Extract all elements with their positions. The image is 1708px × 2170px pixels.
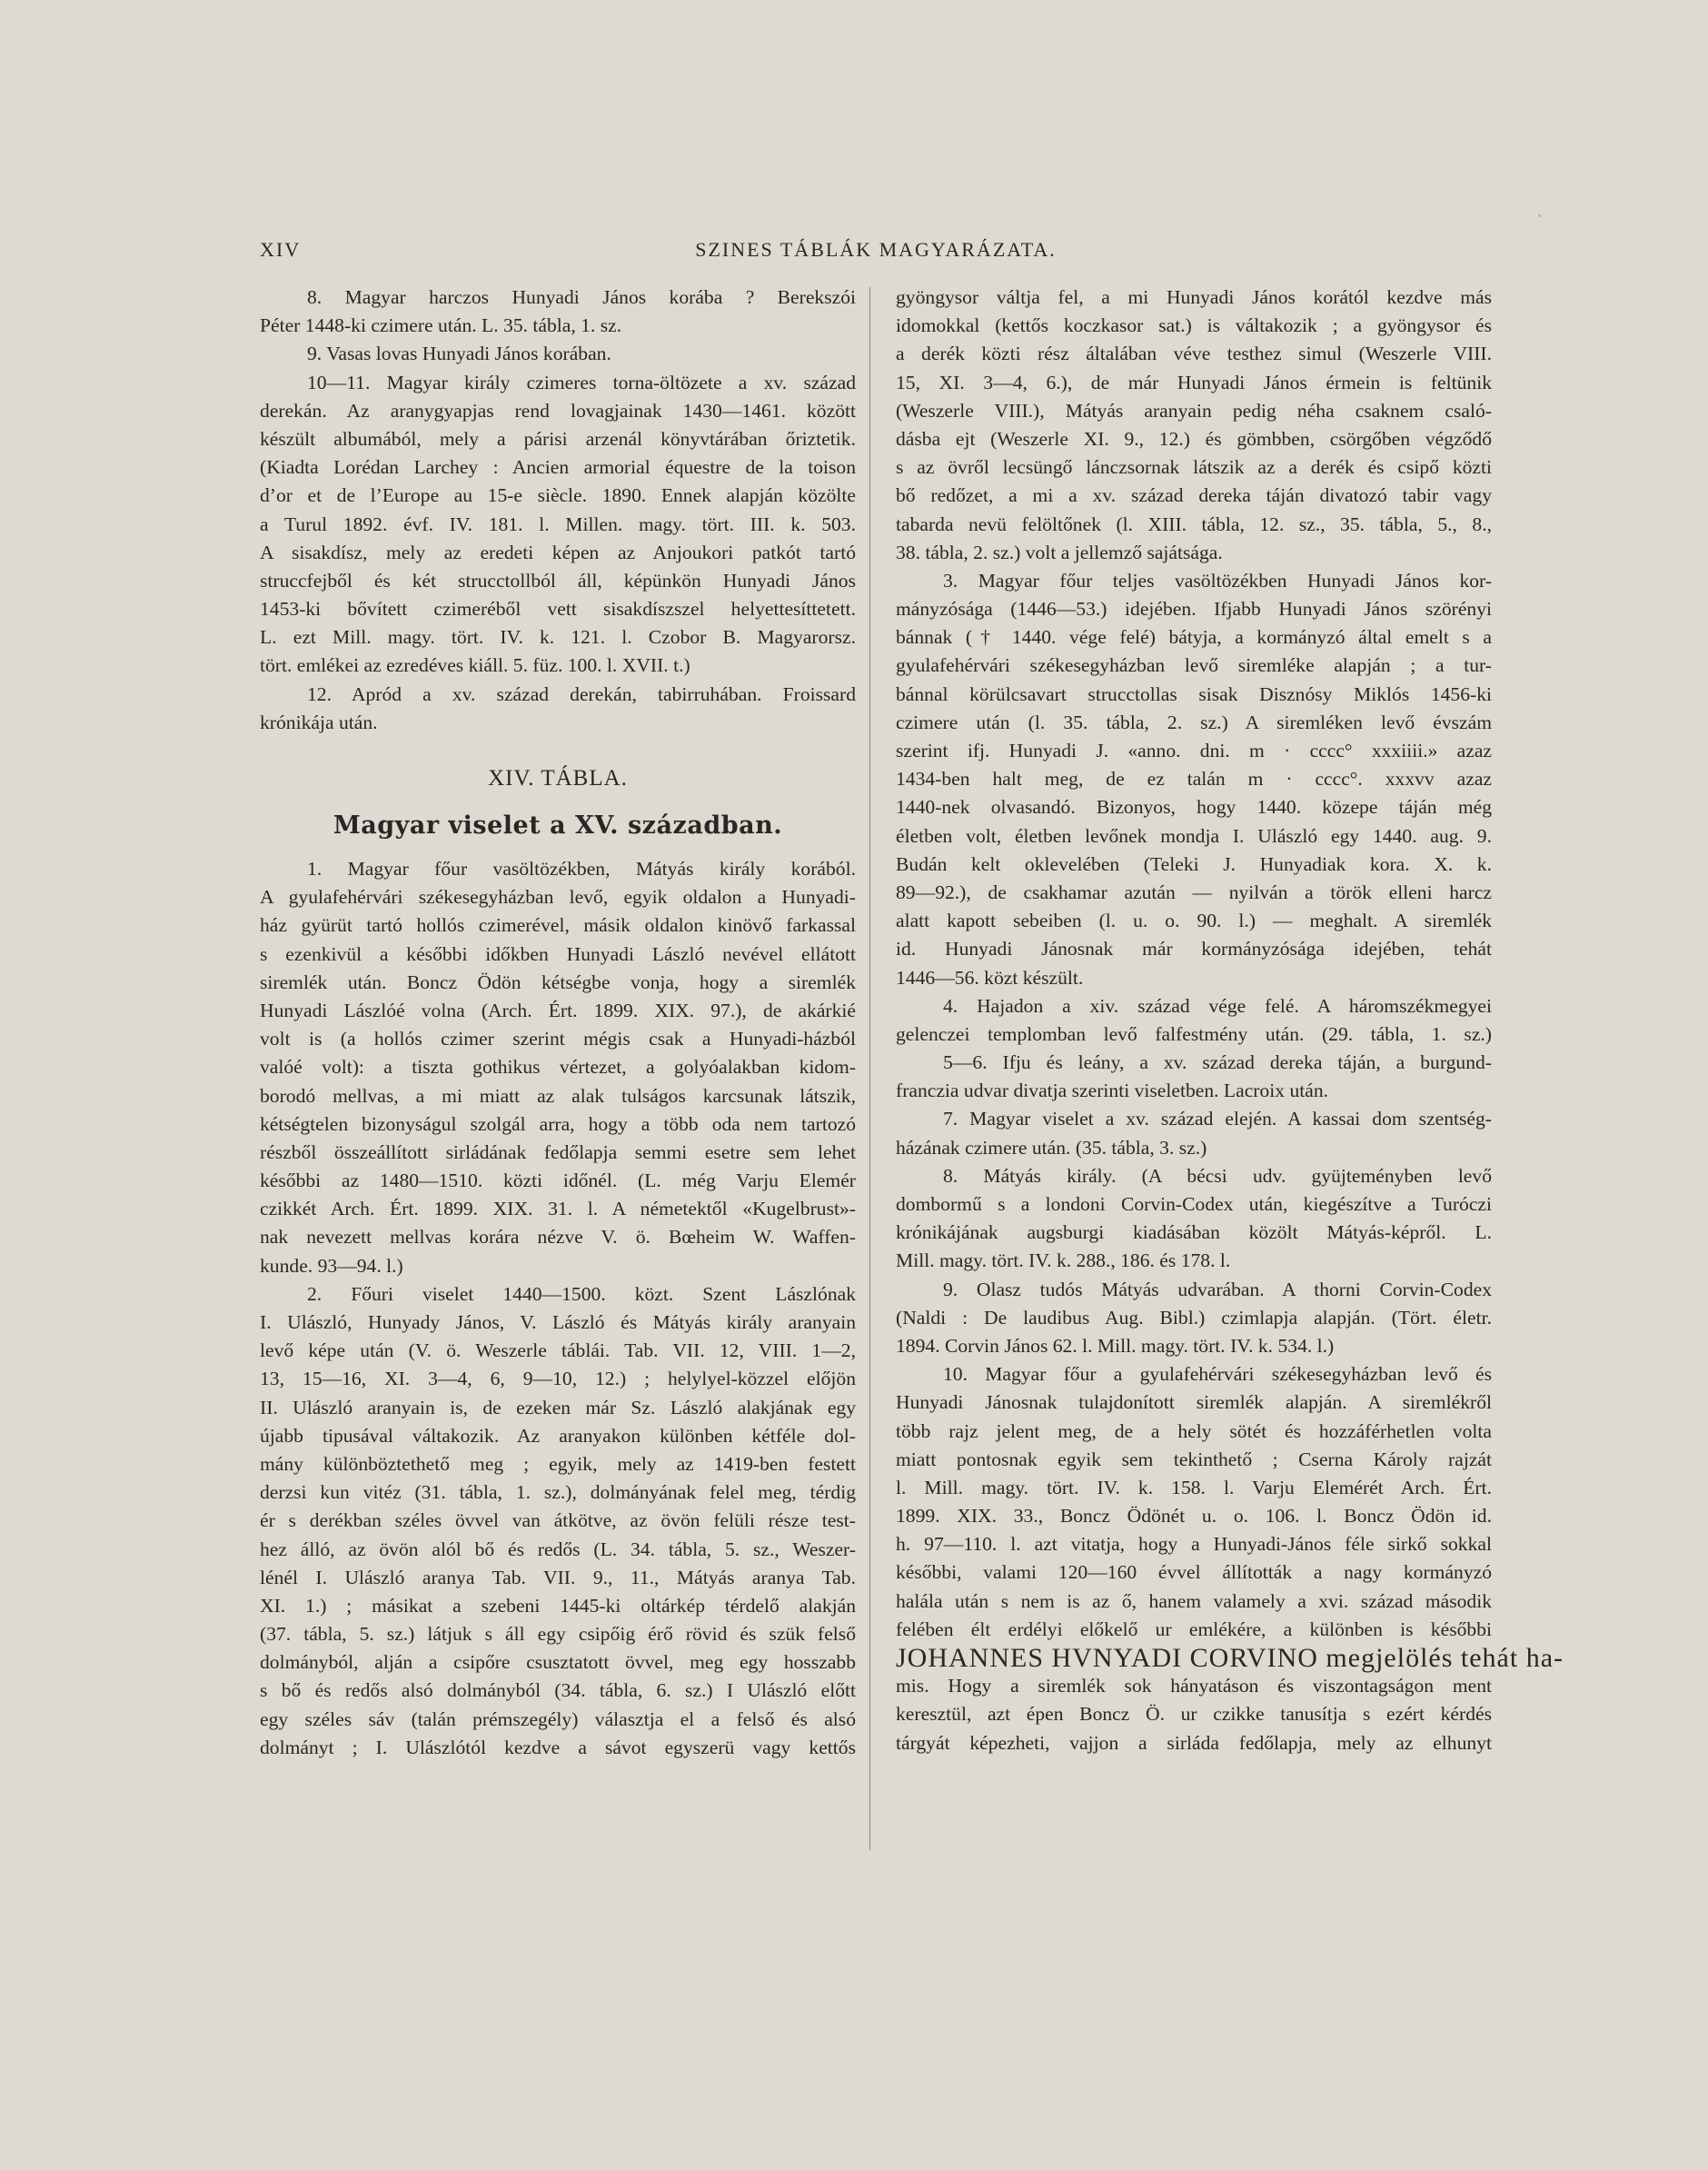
text-line: házának czimere után. (35. tábla, 3. sz.) <box>896 1136 1207 1159</box>
text-line: XI. 1.) ; másikat a szebeni 1445-ki oltárkép térdelő alakján <box>260 1594 856 1617</box>
text-line: levő képe után (V. ö. Weszerle táblái. Tab. VII. 12, VIII. 1—2, <box>260 1339 856 1362</box>
text-line: újabb tipusával váltakozik. Az aranyakon különben kétféle dol- <box>260 1424 856 1447</box>
text-line: 10. Magyar főur a gyulafehérvári székesegyházban levő és <box>943 1363 1492 1386</box>
text-line: 2. Főuri viselet 1440—1500. közt. Szent Lászlónak <box>307 1282 856 1305</box>
text-line: s az övről lecsüngő lánczsornak látszik az a derék és csipő közti <box>896 456 1492 479</box>
text-line: 7. Magyar viselet a xv. század elején. A kassai dom szentség- <box>943 1108 1492 1130</box>
text-line: d’or et de l’Europe au 15-e siècle. 1890. Ennek alapján közölte <box>260 484 856 507</box>
text-line: franczia udvar divatja szerinti viseletben. Lacroix után. <box>896 1080 1329 1102</box>
text-line: h. 97—110. l. azt vitatja, hogy a Hunyadi-János féle sirkő sokkal <box>896 1533 1492 1556</box>
text-line: miatt pontosnak egyik sem tekinthető ; Cserna Károly rajzát <box>896 1448 1492 1470</box>
text-line: Hunyadi Jánosnak tulajdonított siremlék alapján. A siremlékről <box>896 1391 1492 1414</box>
text-line: czikkét Arch. Ért. 1899. XIX. 31. l. A németektől «Kugelbrust»- <box>260 1198 856 1220</box>
text-line: JOHANNES HVNYADI CORVINO megjelölés tehát ha- <box>896 1643 1564 1673</box>
text-line: hez álló, az övön alól bő és redős (L. 34. tábla, 5. sz., Weszer- <box>260 1538 856 1560</box>
text-line: halála után s nem is az ő, hanem valamely a xvi. század második <box>896 1589 1492 1612</box>
text-line: A gyulafehérvári székesegyházban levő, egyik oldalon a Hunyadi- <box>260 886 856 909</box>
text-line: 1894. Corvin János 62. l. Mill. magy. tört. IV. k. 534. l.) <box>896 1334 1335 1357</box>
running-head <box>260 238 1492 265</box>
text-line: Mill. magy. tört. IV. k. 288., 186. és 178. l. <box>896 1249 1231 1272</box>
text-line: dolmányt ; I. Ulászlótól kezdve a sávot egyszerü vagy kettős <box>260 1736 856 1758</box>
text-line: szerint ifj. Hunyadi J. «anno. dni. m · cccc° xxxiiii.» azaz <box>896 740 1492 761</box>
text-line: mány különböztethető meg ; egyik, mely az 1419-ben festett <box>260 1452 856 1475</box>
text-line: (37. tábla, 5. sz.) látjuk s áll egy csipőig érő rövid és szük felső <box>260 1623 856 1646</box>
text-line: czimere után (l. 35. tábla, 2. sz.) A siremléken levő évszám <box>896 711 1492 733</box>
text-line: derzsi kun vitéz (31. tábla, 1. sz.), dolmányának felel meg, térdig <box>260 1481 856 1504</box>
text-line: II. Ulászló aranyain is, de ezeken már Sz. László alakjának egy <box>260 1396 856 1418</box>
text-line: Péter 1448-ki czimere után. L. 35. tábla, 1. sz. <box>260 314 622 337</box>
text-line: ház gyürüt tartó hollós czimerével, másik oldalon kinövő farkassal <box>260 914 856 937</box>
text-line: (Kiadta Lorédan Larchey : Ancien armorial équestre de la toison <box>260 456 856 479</box>
page-number: XIV <box>260 238 302 261</box>
text-line: volt is (a hollós czimer szerint mégis csak a Hunyadi-házból <box>260 1028 856 1050</box>
plate-heading: XIV. TÁBLA. <box>488 766 628 791</box>
text-line: több rajz jelent meg, de a hely sötét és hozzáférhetlen volta <box>896 1419 1492 1442</box>
text-line: krónikája után. <box>260 711 378 733</box>
text-line: 1434-ben halt meg, de ez talán m · cccc°. xxxvv azaz <box>896 768 1492 791</box>
text-line: tárgyát képezheti, vajjon a sirláda fedőlapja, mely az elhunyt <box>896 1731 1492 1754</box>
text-line: siremlék után. Boncz Ödön kétségbe vonja, hogy a siremlék <box>260 971 856 993</box>
text-line: tabarda nevü felöltőnek (l. XIII. tábla, 12. sz., 35. tábla, 5., 8., <box>896 513 1492 535</box>
text-line: részből összeállított sirládának fedőlapja semmi esetre sem lehet <box>260 1140 856 1163</box>
text-line: s ezenkivül a későbbi időkben Hunyadi László nevével ellátott <box>260 942 856 965</box>
text-line: bánnal körülcsavart strucctollas sisak Disznósy Miklós 1456-ki <box>896 682 1492 705</box>
text-line: A sisakdísz, mely az eredeti képen az Anjoukori patkót tartó <box>260 541 856 563</box>
text-line: ér s derékban széles övvel van átkötve, az övön felüli része test- <box>260 1509 856 1532</box>
text-line: Budán kelt oklevelében (Teleki J. Hunyadiak kora. X. k. <box>896 852 1492 875</box>
paper-speck <box>1538 214 1541 217</box>
text-line: 1899. XIX. 33., Boncz Ödönét u. o. 106. l. Boncz Ödön id. <box>896 1505 1492 1528</box>
text-line: 13, 15—16, XI. 3—4, 6, 9—10, 12.) ; helylyel-közzel előjön <box>260 1368 856 1390</box>
text-line: lénél I. Ulászló aranya Tab. VII. 9., 11., Mátyás aranya Tab. <box>260 1566 856 1588</box>
text-line: valóé volt): a tiszta gothikus vértezet, a golyóalakban kidom- <box>260 1056 856 1079</box>
text-line: 89—92.), de csakhamar azután — nyilván a török elleni harcz <box>896 881 1492 903</box>
text-line: kunde. 93—94. l.) <box>260 1254 403 1277</box>
text-line: a Turul 1892. évf. IV. 181. l. Millen. magy. tört. III. k. 503. <box>260 513 856 535</box>
text-line: bő redőzet, a mi a xv. század dereka táján divatozó tabir vagy <box>896 484 1492 507</box>
text-line: 1440-nek olvasandó. Bizonyos, hogy 1440. közepe táján még <box>896 796 1492 819</box>
section-heading: Magyar viselet a XV. században. <box>333 811 783 840</box>
text-line: kétségtelen bizonyságul szolgál arra, hogy a több oda nem tartozó <box>260 1112 856 1135</box>
text-line: mis. Hogy a siremlék sok hányatáson és viszontagságon ment <box>896 1675 1492 1697</box>
text-line: 38. tábla, 2. sz.) volt a jellemző sajátsága. <box>896 541 1223 563</box>
text-line: s bő és redős alsó dolmányból (34. tábla, 6. sz.) I Ulászló előtt <box>260 1679 856 1702</box>
text-line: egy széles sáv (talán prémszegély) választja el a felső és alsó <box>260 1707 856 1730</box>
text-line: idomokkal (kettős koczkasor sat.) is váltakozik ; a gyöngysor és <box>896 314 1492 337</box>
text-line: 9. Vasas lovas Hunyadi János korában. <box>307 343 611 365</box>
text-line: 1453-ki bővített czimeréből vett sisakdíszszel helyettesíttetett. <box>260 598 856 621</box>
text-line: 3. Magyar főur teljes vasöltözékben Hunyadi János kor- <box>943 569 1492 592</box>
text-line: krónikájának augsburgi kiadásában közölt Mátyás-képről. L. <box>896 1221 1492 1244</box>
text-line: életben volt, életben levőnek mondja I. Ulászló egy 1440. aug. 9. <box>896 824 1492 847</box>
text-line: struccfejből és két strucctollból áll, képünkön Hunyadi János <box>260 569 856 592</box>
text-line: nak nevezett mellvas korára nézve V. ö. Bœheim W. Waffen- <box>260 1226 856 1249</box>
text-line: mányzósága (1446—53.) idejében. Ifjabb Hunyadi János szörényi <box>896 598 1492 621</box>
text-line: derekán. Az aranygyapjas rend lovagjainak 1430—1461. között <box>260 399 856 422</box>
text-line: l. Mill. magy. tört. IV. k. 158. l. Varju Elemérét Arch. Ért. <box>896 1476 1492 1498</box>
text-line: 5—6. Ifju és leány, a xv. század dereka táján, a burgund- <box>943 1051 1492 1074</box>
column-divider <box>869 287 870 1850</box>
right-column <box>896 284 1564 1757</box>
text-line: (Naldi : De laudibus Aug. Bibl.) czimlapja alapján. (Tört. életr. <box>896 1306 1492 1329</box>
text-line: dásba ejt (Weszerle XI. 9., 12.) és gömbben, csörgőben végződő <box>896 427 1492 450</box>
text-line: (Weszerle VIII.), Mátyás aranyain pedig néha csaknem csaló- <box>896 399 1492 422</box>
text-line: későbbi az 1480—1510. közti időnél. (L. még Varju Elemér <box>260 1170 856 1192</box>
text-line: későbbi, valami 120—160 évvel állították a nagy kormányzó <box>896 1561 1492 1584</box>
text-line: 15, XI. 3—4, 6.), de már Hunyadi János érmein is feltünik <box>896 371 1492 393</box>
text-line: gyöngysor váltja fel, a mi Hunyadi János korától kezdve más <box>896 286 1492 308</box>
text-line: id. Hunyadi Jánosnak már kormányzósága idejében, tehát <box>896 938 1492 961</box>
text-line: bánnak († 1440. vége felé) bátyja, a kormányzó által emelt s a <box>896 626 1492 649</box>
text-line: felében élt erdélyi előkelő ur emlékére, a különben is későbbi <box>896 1618 1492 1640</box>
running-title: SZINES TÁBLÁK MAGYARÁZATA. <box>695 238 1057 261</box>
text-line: alatt kapott sebeiben (l. u. o. 90. l.) — meghalt. A siremlék <box>896 910 1492 932</box>
text-line: 8. Mátyás király. (A bécsi udv. gyüjteményben levő <box>943 1164 1492 1187</box>
text-line: borodó mellvas, a mi miatt az alak tulságos karcsunak látszik, <box>260 1084 856 1107</box>
text-line: dombormű s a londoni Corvin-Codex után, kiegészítve a Turóczi <box>896 1193 1492 1215</box>
text-line: 1446—56. közt készült. <box>896 966 1084 989</box>
text-line: I. Ulászló, Hunyady János, V. László és Mátyás király aranyain <box>260 1311 856 1333</box>
text-line: 4. Hajadon a xiv. század vége felé. A háromszékmegyei <box>943 994 1492 1017</box>
text-line: L. ezt Mill. magy. tört. IV. k. 121. l. Czobor B. Magyarorsz. <box>260 626 856 649</box>
text-line: a derék közti rész általában véve testhez simul (Weszerle VIII. <box>896 343 1492 365</box>
text-line: dolmányból, alján a csipőre csusztatott övvel, meg egy hosszabb <box>260 1651 856 1674</box>
text-line: 9. Olasz tudós Mátyás udvarában. A thorni Corvin-Codex <box>943 1278 1492 1300</box>
text-line: gyulafehérvári székesegyházban levő siremléke alapján ; a tur- <box>896 654 1492 677</box>
text-line: tört. emlékei az ezredéves kiáll. 5. füz. 100. l. XVII. t.) <box>260 654 690 677</box>
text-line: gelenczei templomban levő falfestmény után. (29. tábla, 1. sz.) <box>896 1022 1492 1045</box>
text-line: 10—11. Magyar király czimeres torna-öltözete a xv. század <box>307 371 856 393</box>
text-line: 12. Apród a xv. század derekán, tabirruhában. Froissard <box>307 682 856 705</box>
left-column <box>260 284 856 1762</box>
text-line: keresztül, azt épen Boncz Ö. ur czikke tanusítja s ezért kérdés <box>896 1703 1492 1726</box>
text-line: 1. Magyar főur vasöltözékben, Mátyás király korából. <box>307 858 856 880</box>
text-line: készült albumából, mely a párisi arzenál könyvtárában őriztetik. <box>260 427 856 450</box>
text-line: Hunyadi Lászlóé volna (Arch. Ért. 1899. XIX. 97.), de akárkié <box>260 999 856 1021</box>
text-line: 8. Magyar harczos Hunyadi János korába ? Berekszói <box>307 286 856 308</box>
